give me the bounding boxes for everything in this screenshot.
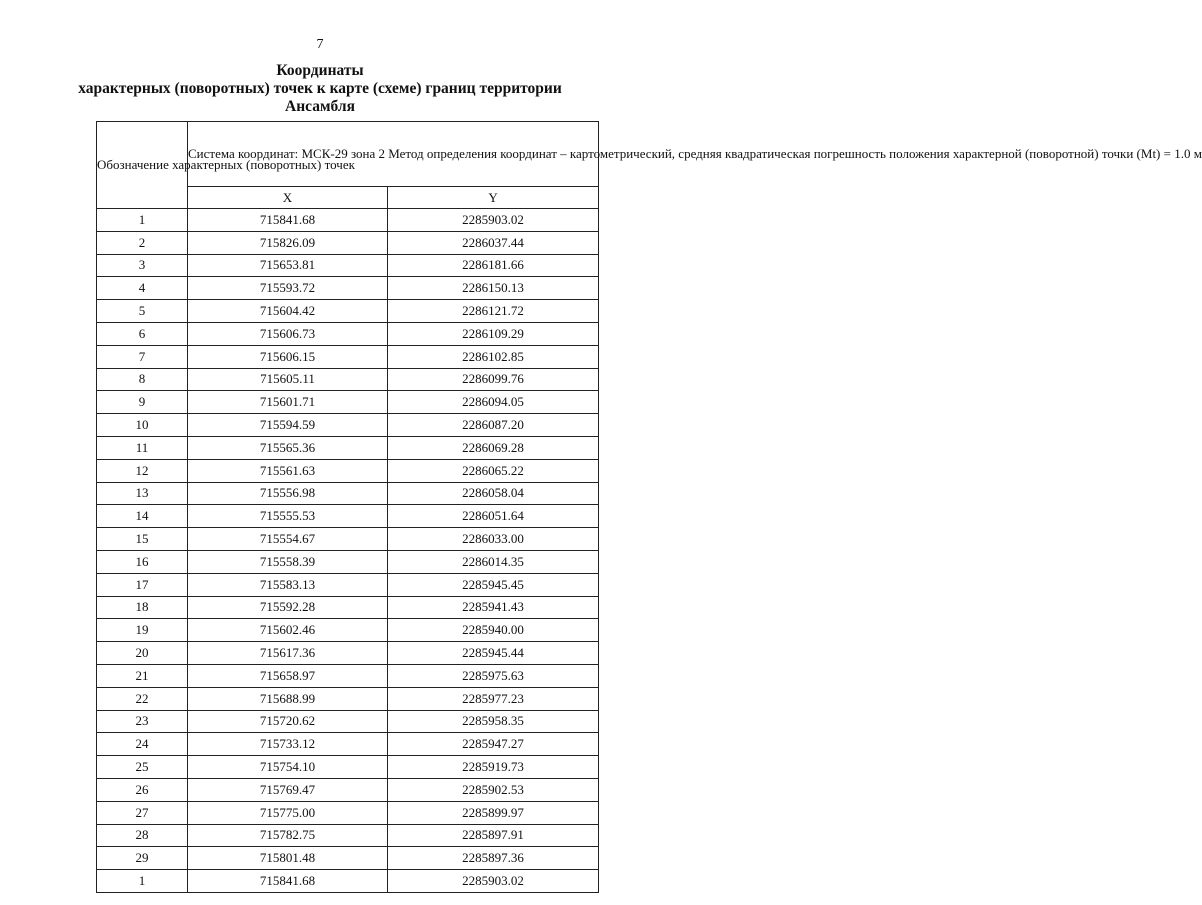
x-coordinate-cell: 715561.63 (188, 459, 388, 482)
table-row (97, 414, 599, 437)
x-coordinate-cell: 715801.48 (188, 847, 388, 870)
y-coordinate-cell: 2286051.64 (388, 505, 599, 528)
point-number-cell: 3 (97, 254, 188, 277)
x-coordinate-cell: 715601.71 (188, 391, 388, 414)
point-number-cell: 22 (97, 687, 188, 710)
y-coordinate-cell: 2285940.00 (388, 619, 599, 642)
point-number-cell: 2 (97, 231, 188, 254)
y-coordinate-cell: 2285902.53 (388, 778, 599, 801)
point-number-cell: 5 (97, 300, 188, 323)
table-row (97, 733, 599, 756)
y-coordinate-cell: 2285897.91 (388, 824, 599, 847)
point-number-cell: 20 (97, 642, 188, 665)
y-coordinate-cell: 2286069.28 (388, 436, 599, 459)
x-coordinate-cell: 715555.53 (188, 505, 388, 528)
table-row (97, 801, 599, 824)
table-row (97, 642, 599, 665)
table-row (97, 756, 599, 779)
x-coordinate-cell: 715617.36 (188, 642, 388, 665)
table-row (97, 300, 599, 323)
table-row (97, 687, 599, 710)
coordinate-system-header: Система координат: МСК-29 зона 2 Метод определения координат – картометрический, средняя квадратическая погрешность положения характерной (поворотной) точки (Mt) = 1.0 м (188, 122, 599, 187)
table-row (97, 619, 599, 642)
y-coordinate-cell: 2286121.72 (388, 300, 599, 323)
table-row (97, 870, 599, 893)
table-row (97, 847, 599, 870)
point-number-cell: 12 (97, 459, 188, 482)
title-line-1: Координаты (276, 62, 364, 79)
y-coordinate-cell: 2286087.20 (388, 414, 599, 437)
y-coordinate-cell: 2286181.66 (388, 254, 599, 277)
point-number-cell: 15 (97, 528, 188, 551)
table-row (97, 664, 599, 687)
table-row (97, 436, 599, 459)
x-coordinate-cell: 715592.28 (188, 596, 388, 619)
x-coordinate-cell: 715605.11 (188, 368, 388, 391)
table-row (97, 778, 599, 801)
point-number-cell: 4 (97, 277, 188, 300)
y-coordinate-cell: 2285903.02 (388, 870, 599, 893)
x-coordinate-cell: 715841.68 (188, 209, 388, 232)
x-coordinate-cell: 715782.75 (188, 824, 388, 847)
y-coordinate-cell: 2286037.44 (388, 231, 599, 254)
y-coordinate-cell: 2285919.73 (388, 756, 599, 779)
x-coordinate-cell: 715841.68 (188, 870, 388, 893)
point-number-cell: 1 (97, 870, 188, 893)
y-coordinate-cell: 2285899.97 (388, 801, 599, 824)
table-body (97, 209, 599, 893)
x-column-header: X (188, 187, 388, 209)
y-coordinate-cell: 2286150.13 (388, 277, 599, 300)
y-coordinate-cell: 2285945.44 (388, 642, 599, 665)
point-number-cell: 18 (97, 596, 188, 619)
y-coordinate-cell: 2285945.45 (388, 573, 599, 596)
x-coordinate-cell: 715775.00 (188, 801, 388, 824)
point-number-cell: 16 (97, 550, 188, 573)
title-line-3: Ансамбля (285, 98, 355, 115)
point-number-cell: 27 (97, 801, 188, 824)
point-label-header: Обозначение характерных (поворотных) точек (97, 122, 188, 209)
point-number-cell: 9 (97, 391, 188, 414)
x-coordinate-cell: 715658.97 (188, 664, 388, 687)
y-coordinate-cell: 2286014.35 (388, 550, 599, 573)
point-number-cell: 1 (97, 209, 188, 232)
table-row (97, 459, 599, 482)
y-coordinate-cell: 2285947.27 (388, 733, 599, 756)
y-coordinate-cell: 2285897.36 (388, 847, 599, 870)
point-number-cell: 28 (97, 824, 188, 847)
table-row (97, 254, 599, 277)
table-row (97, 231, 599, 254)
point-number-cell: 13 (97, 482, 188, 505)
table-row (97, 368, 599, 391)
x-coordinate-cell: 715604.42 (188, 300, 388, 323)
point-number-cell: 8 (97, 368, 188, 391)
x-coordinate-cell: 715594.59 (188, 414, 388, 437)
point-number-cell: 19 (97, 619, 188, 642)
y-coordinate-cell: 2286094.05 (388, 391, 599, 414)
y-coordinate-cell: 2285941.43 (388, 596, 599, 619)
point-number-cell: 10 (97, 414, 188, 437)
y-coordinate-cell: 2286058.04 (388, 482, 599, 505)
page-number: 7 (316, 37, 324, 52)
x-coordinate-cell: 715565.36 (188, 436, 388, 459)
point-number-cell: 29 (97, 847, 188, 870)
x-coordinate-cell: 715720.62 (188, 710, 388, 733)
point-number-cell: 24 (97, 733, 188, 756)
x-coordinate-cell: 715556.98 (188, 482, 388, 505)
y-coordinate-cell: 2285903.02 (388, 209, 599, 232)
table-row (97, 710, 599, 733)
x-coordinate-cell: 715606.73 (188, 322, 388, 345)
point-number-cell: 11 (97, 436, 188, 459)
x-coordinate-cell: 715606.15 (188, 345, 388, 368)
y-coordinate-cell: 2286102.85 (388, 345, 599, 368)
x-coordinate-cell: 715602.46 (188, 619, 388, 642)
title-line-2: характерных (поворотных) точек к карте (схеме) границ территории (78, 80, 562, 97)
y-coordinate-cell: 2285958.35 (388, 710, 599, 733)
table-row (97, 505, 599, 528)
document-title (0, 62, 640, 116)
x-coordinate-cell: 715653.81 (188, 254, 388, 277)
x-coordinate-cell: 715688.99 (188, 687, 388, 710)
x-coordinate-cell: 715583.13 (188, 573, 388, 596)
table-row (97, 391, 599, 414)
table-row (97, 528, 599, 551)
table-row (97, 573, 599, 596)
x-coordinate-cell: 715754.10 (188, 756, 388, 779)
y-coordinate-cell: 2285975.63 (388, 664, 599, 687)
table-row (97, 345, 599, 368)
table-row (97, 596, 599, 619)
point-number-cell: 7 (97, 345, 188, 368)
table-row (97, 209, 599, 232)
coordinates-table (96, 121, 1202, 893)
y-coordinate-cell: 2286065.22 (388, 459, 599, 482)
point-number-cell: 14 (97, 505, 188, 528)
x-coordinate-cell: 715826.09 (188, 231, 388, 254)
y-column-header: Y (388, 187, 599, 209)
point-number-cell: 6 (97, 322, 188, 345)
y-coordinate-cell: 2286099.76 (388, 368, 599, 391)
point-number-cell: 17 (97, 573, 188, 596)
y-coordinate-cell: 2286033.00 (388, 528, 599, 551)
x-coordinate-cell: 715769.47 (188, 778, 388, 801)
x-coordinate-cell: 715558.39 (188, 550, 388, 573)
y-coordinate-cell: 2285977.23 (388, 687, 599, 710)
x-coordinate-cell: 715593.72 (188, 277, 388, 300)
point-number-cell: 25 (97, 756, 188, 779)
table-row (97, 277, 599, 300)
table-row (97, 550, 599, 573)
x-coordinate-cell: 715554.67 (188, 528, 388, 551)
y-coordinate-cell: 2286109.29 (388, 322, 599, 345)
point-number-cell: 21 (97, 664, 188, 687)
table-row (97, 322, 599, 345)
table-row (97, 482, 599, 505)
point-number-cell: 23 (97, 710, 188, 733)
point-number-cell: 26 (97, 778, 188, 801)
table-row (97, 824, 599, 847)
x-coordinate-cell: 715733.12 (188, 733, 388, 756)
